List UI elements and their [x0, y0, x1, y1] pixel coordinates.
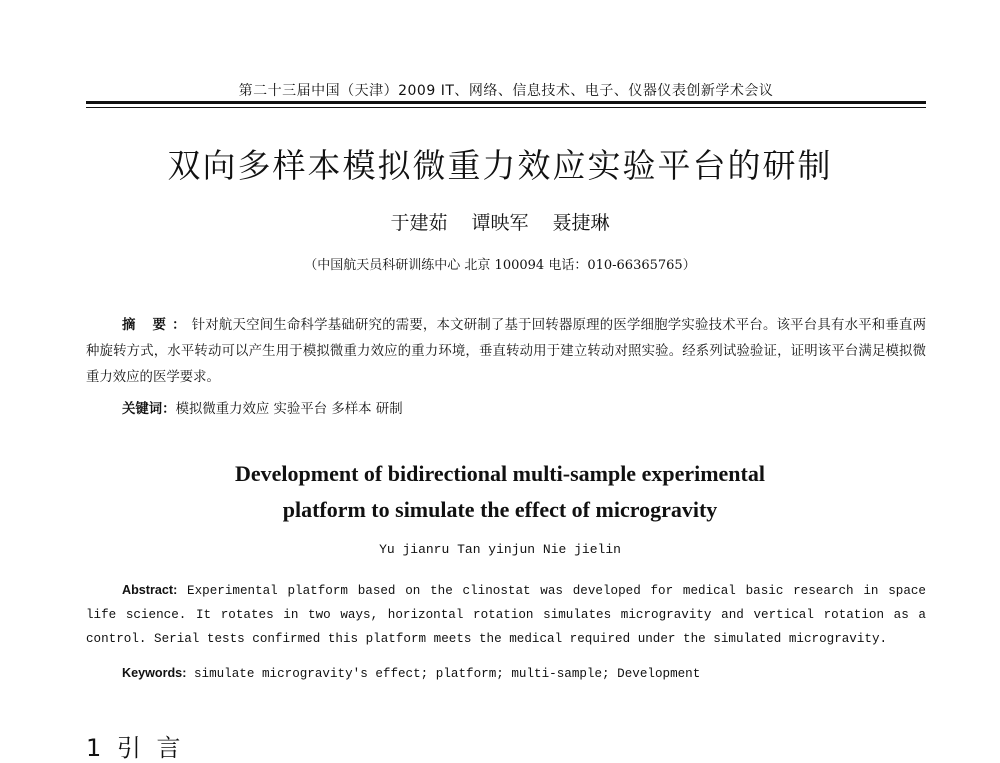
- paper-title-cn: 双向多样本模拟微重力效应实验平台的研制: [167, 146, 833, 185]
- affiliation-cn: （中国航天员科研训练中心 北京 100094 电话：010-66365765）: [304, 258, 696, 273]
- abstract-cn-label: 摘 要：: [122, 318, 192, 333]
- keywords-en-label: Keywords:: [122, 666, 187, 680]
- keywords-cn: [122, 398, 922, 417]
- header-rule-thin: [86, 107, 926, 108]
- abstract-en-label: Abstract:: [122, 583, 178, 597]
- authors-cn: 于建茹 谭映军 聂捷琳: [390, 212, 610, 234]
- keywords-en-text: simulate microgravity's effect; platform; multi-sample; Development: [186, 667, 701, 681]
- header-rule-thick: [86, 101, 926, 104]
- authors-en: Yu jianru Tan yinjun Nie jielin: [379, 542, 621, 557]
- paper-title-en-line1: Development of bidirectional multi-sample experimental: [235, 461, 765, 486]
- keywords-en: [122, 666, 922, 681]
- abstract-cn-text: 针对航天空间生命科学基础研究的需要，本文研制了基于回转器原理的医学细胞学实验技术平台。该平台具有水平和垂直两种旋转方式，水平转动可以产生用于模拟微重力效应的重力环境，垂直转动用于建立转动对照实验。经系列试验验证，证明该平台满足模拟微重力效应的医学要求。: [86, 318, 926, 385]
- abstract-en: [86, 578, 926, 651]
- paper-title-en: [0, 456, 1000, 528]
- abstract-cn: [86, 313, 926, 391]
- keywords-cn-text: 模拟微重力效应 实验平台 多样本 研制: [175, 402, 403, 417]
- keywords-cn-label: 关键词：: [122, 402, 176, 417]
- running-header: 第二十三届中国（天津）2009 IT、网络、信息技术、电子、仪器仪表创新学术会议: [238, 83, 774, 99]
- section-heading-introduction: 1 引 言: [86, 734, 185, 762]
- paper-title-en-line2: platform to simulate the effect of microgravity: [282, 497, 718, 522]
- abstract-en-text: Experimental platform based on the clinostat was developed for medical basic research in space life science. It rotates in two ways, horizontal rotation simulates microgravity and vertical rotation as a control. Serial tests confirmed this platform meets the medical required under the simulated microgravity.: [86, 584, 926, 646]
